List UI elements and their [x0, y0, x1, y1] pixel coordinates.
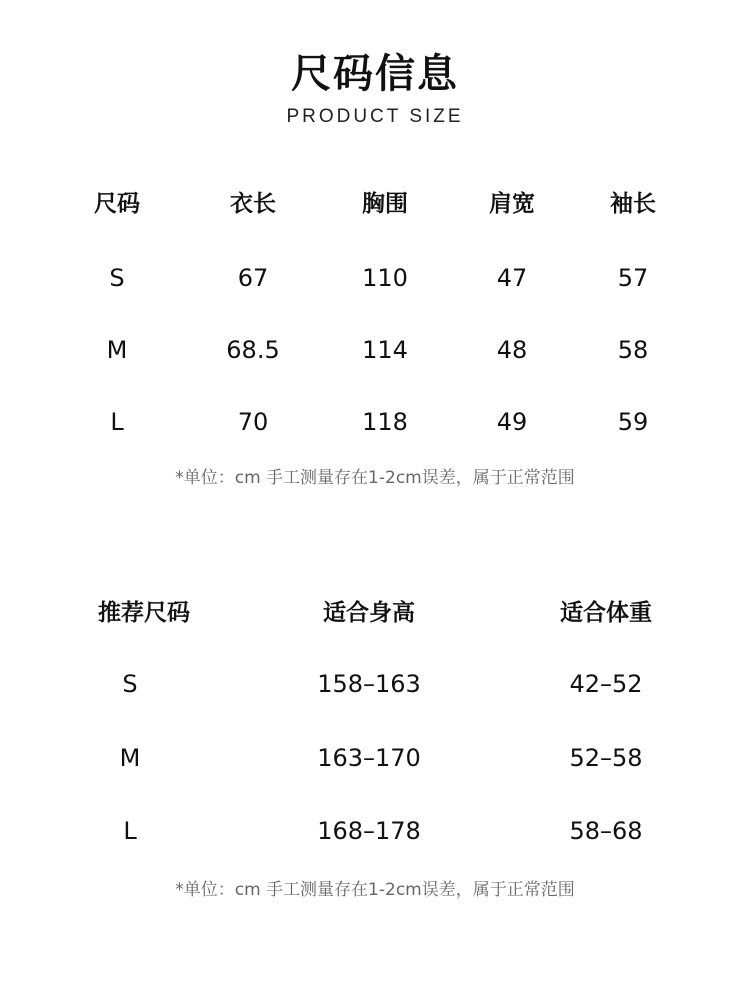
- column-header: 推荐尺码: [98, 600, 190, 626]
- table-cell: 114: [362, 336, 408, 364]
- table-cell: 168–178: [317, 817, 421, 845]
- table-cell: 49: [496, 408, 528, 436]
- table-row: [0, 811, 750, 851]
- table-row: [0, 738, 750, 778]
- size-table-header: [0, 184, 750, 224]
- table-cell: 68.5: [226, 336, 280, 364]
- column-header: 袖长: [610, 191, 656, 217]
- table-cell: M: [106, 336, 128, 364]
- column-header: 肩宽: [489, 191, 535, 217]
- table-cell: 70: [237, 408, 269, 436]
- table-cell: 59: [617, 408, 649, 436]
- table-row: [0, 664, 750, 704]
- table-cell: S: [122, 670, 138, 698]
- table-cell: M: [119, 744, 141, 772]
- column-header: 适合身高: [323, 600, 415, 626]
- table-cell: 118: [362, 408, 408, 436]
- table-cell: L: [110, 408, 124, 436]
- table-cell: 58: [617, 336, 649, 364]
- column-header: 衣长: [230, 191, 276, 217]
- table-cell: 110: [362, 264, 408, 292]
- table-cell: 57: [617, 264, 649, 292]
- column-header: 尺码: [94, 191, 140, 217]
- table-row: [0, 258, 750, 298]
- column-header: 适合体重: [560, 600, 652, 626]
- table-cell: 52–58: [569, 744, 643, 772]
- page-subtitle: PRODUCT SIZE: [286, 106, 464, 127]
- table-cell: 47: [496, 264, 528, 292]
- table-cell: 48: [496, 336, 528, 364]
- table-cell: 67: [237, 264, 269, 292]
- table-cell: L: [123, 817, 137, 845]
- page-title: 尺码信息: [291, 51, 459, 97]
- size-table-note: *单位：cm 手工测量存在1-2cm误差，属于正常范围: [175, 468, 575, 488]
- table-cell: 42–52: [569, 670, 643, 698]
- recommend-table-header: [0, 593, 750, 633]
- table-cell: S: [109, 264, 125, 292]
- table-row: [0, 330, 750, 370]
- table-row: [0, 402, 750, 442]
- recommend-table-note: *单位：cm 手工测量存在1-2cm误差，属于正常范围: [175, 880, 575, 900]
- table-cell: 163–170: [317, 744, 421, 772]
- table-cell: 158–163: [317, 670, 421, 698]
- column-header: 胸围: [362, 191, 408, 217]
- table-cell: 58–68: [569, 817, 643, 845]
